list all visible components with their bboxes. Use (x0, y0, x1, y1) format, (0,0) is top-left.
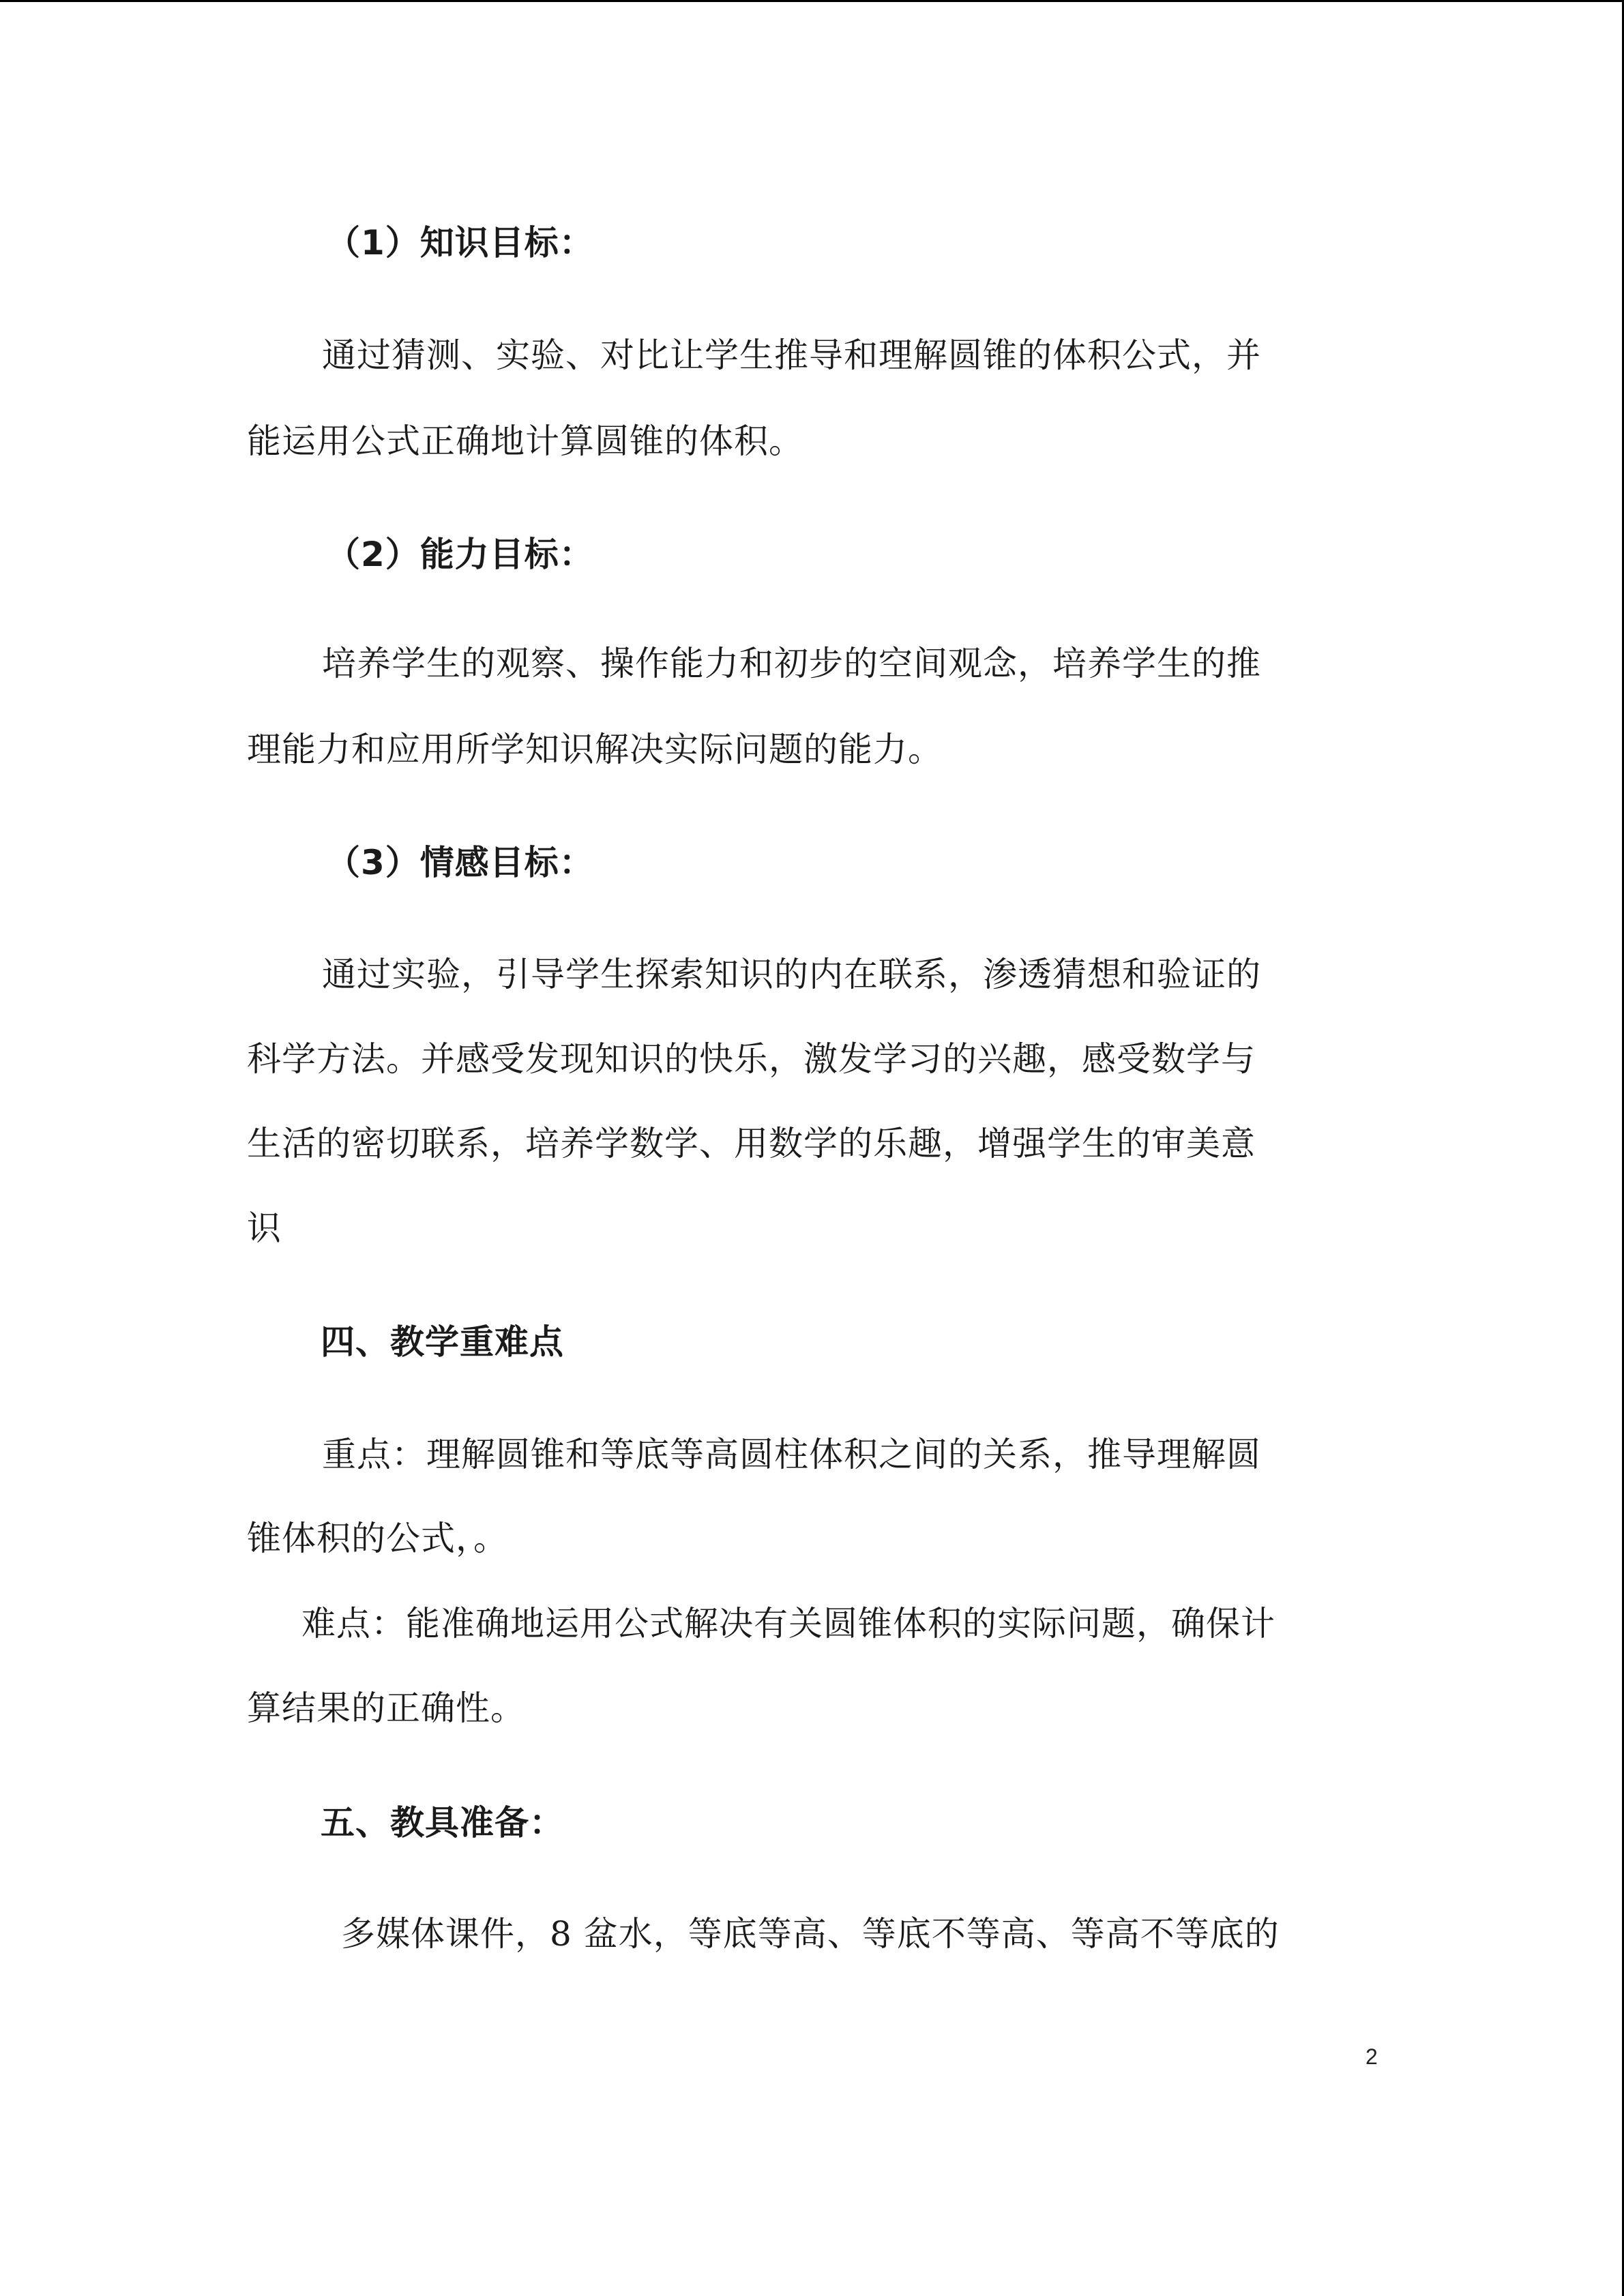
emotion-objective-line-1: 通过实验，引导学生探索知识的内在联系，渗透猜想和验证的 (322, 955, 1261, 994)
focus-line-1: 重点：理解圆锥和等底等高圆柱体积之间的关系，推导理解圆 (322, 1435, 1261, 1474)
knowledge-objective-line-1: 通过猜测、实验、对比让学生推导和理解圆锥的体积公式，并 (322, 336, 1261, 375)
focus-line-2: 锥体积的公式，。 (247, 1519, 508, 1558)
ability-objective-heading: （2）能力目标： (326, 535, 594, 574)
teaching-tools-heading: 五、教具准备： (321, 1803, 564, 1843)
emotion-objective-line-4: 识 (247, 1208, 282, 1248)
knowledge-objective-heading: （1）知识目标： (326, 223, 594, 263)
ability-objective-line-2: 理能力和应用所学知识解决实际问题的能力。 (247, 730, 943, 769)
emotion-objective-heading: （3）情感目标： (326, 843, 594, 882)
page-number: 2 (1365, 2044, 1378, 2069)
emotion-objective-line-3: 生活的密切联系，培养学数学、用数学的乐趣，增强学生的审美意 (247, 1124, 1256, 1163)
difficulty-line-1: 难点：能准确地运用公式解决有关圆锥体积的实际问题，确保计 (301, 1604, 1275, 1643)
emotion-objective-line-2: 科学方法。并感受发现知识的快乐，激发学习的兴趣，感受数学与 (247, 1039, 1256, 1079)
knowledge-objective-line-2: 能运用公式正确地计算圆锥的体积。 (247, 421, 803, 461)
difficulty-line-2: 算结果的正确性。 (247, 1688, 525, 1728)
teaching-tools-line-1: 多媒体课件，8 盆水，等底等高、等底不等高、等高不等底的 (341, 1914, 1280, 1954)
ability-objective-line-1: 培养学生的观察、操作能力和初步的空间观念，培养学生的推 (322, 644, 1261, 683)
key-points-heading: 四、教学重难点 (321, 1322, 564, 1362)
